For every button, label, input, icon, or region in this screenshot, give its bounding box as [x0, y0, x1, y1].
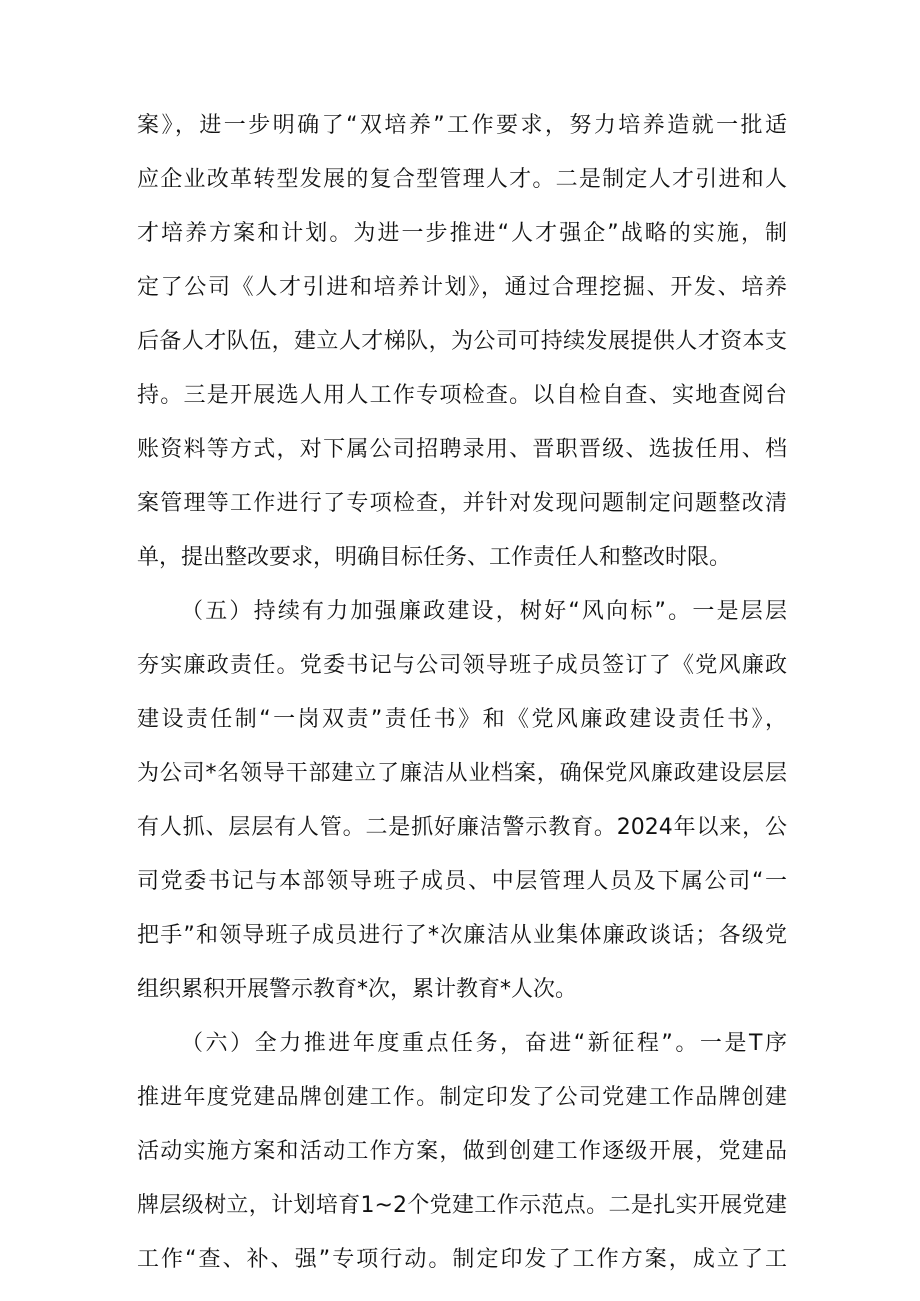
text-line: 牌层级树立，计划培育1~2个党建工作示范点。二是扎实开展党建	[137, 1193, 787, 1218]
text-line: 持。三是开展选人用人工作专项检查。以自检自查、实地查阅台	[137, 383, 787, 408]
text-line: 司党委书记与本部领导班子成员、中层管理人员及下属公司“一	[137, 869, 787, 894]
text-line: 工作“查、补、强”专项行动。制定印发了工作方案，成立了工	[137, 1247, 787, 1272]
text-line: 建设责任制“一岗双责”责任书》和《党风廉政建设责任书》，	[137, 707, 787, 732]
text-line: 活动实施方案和活动工作方案，做到创建工作逐级开展，党建品	[137, 1139, 787, 1164]
text-line: 才培养方案和计划。为进一步推进“人才强企”战略的实施，制	[137, 221, 787, 246]
text-line: 应企业改革转型发展的复合型管理人才。二是制定人才引进和人	[137, 167, 787, 192]
text-line: 账资料等方式，对下属公司招聘录用、晋职晋级、选拔任用、档	[137, 437, 787, 462]
section-heading-line: （五）持续有力加强廉政建设，树好“风向标”。一是层层	[181, 599, 787, 624]
text-line: 有人抓、层层有人管。二是抓好廉洁警示教育。2024年以来，公	[137, 815, 787, 840]
text-line: 把手”和领导班子成员进行了*次廉洁从业集体廉政谈话；各级党	[137, 923, 787, 948]
text-line: 案》，进一步明确了“双培养”工作要求，努力培养造就一批适	[137, 113, 787, 138]
paragraph-end-line: 组织累积开展警示教育*次，累计教育*人次。	[137, 977, 578, 1002]
text-line: 为公司*名领导干部建立了廉洁从业档案，确保党风廉政建设层层	[137, 761, 787, 786]
text-line: 后备人才队伍，建立人才梯队，为公司可持续发展提供人才资本支	[137, 329, 787, 354]
text-line: 推进年度党建品牌创建工作。制定印发了公司党建工作品牌创建	[137, 1085, 787, 1110]
text-line: 夯实廉政责任。党委书记与公司领导班子成员签订了《党风廉政	[137, 653, 787, 678]
text-line: 案管理等工作进行了专项检查，并针对发现问题制定问题整改清	[137, 491, 787, 516]
section-heading-line: （六）全力推进年度重点任务，奋进“新征程”。一是T序	[181, 1031, 787, 1056]
text-line: 定了公司《人才引进和培养计划》，通过合理挖掘、开发、培养	[137, 275, 787, 300]
paragraph-end-line: 单，提出整改要求，明确目标任务、工作责任人和整改时限。	[137, 545, 732, 570]
